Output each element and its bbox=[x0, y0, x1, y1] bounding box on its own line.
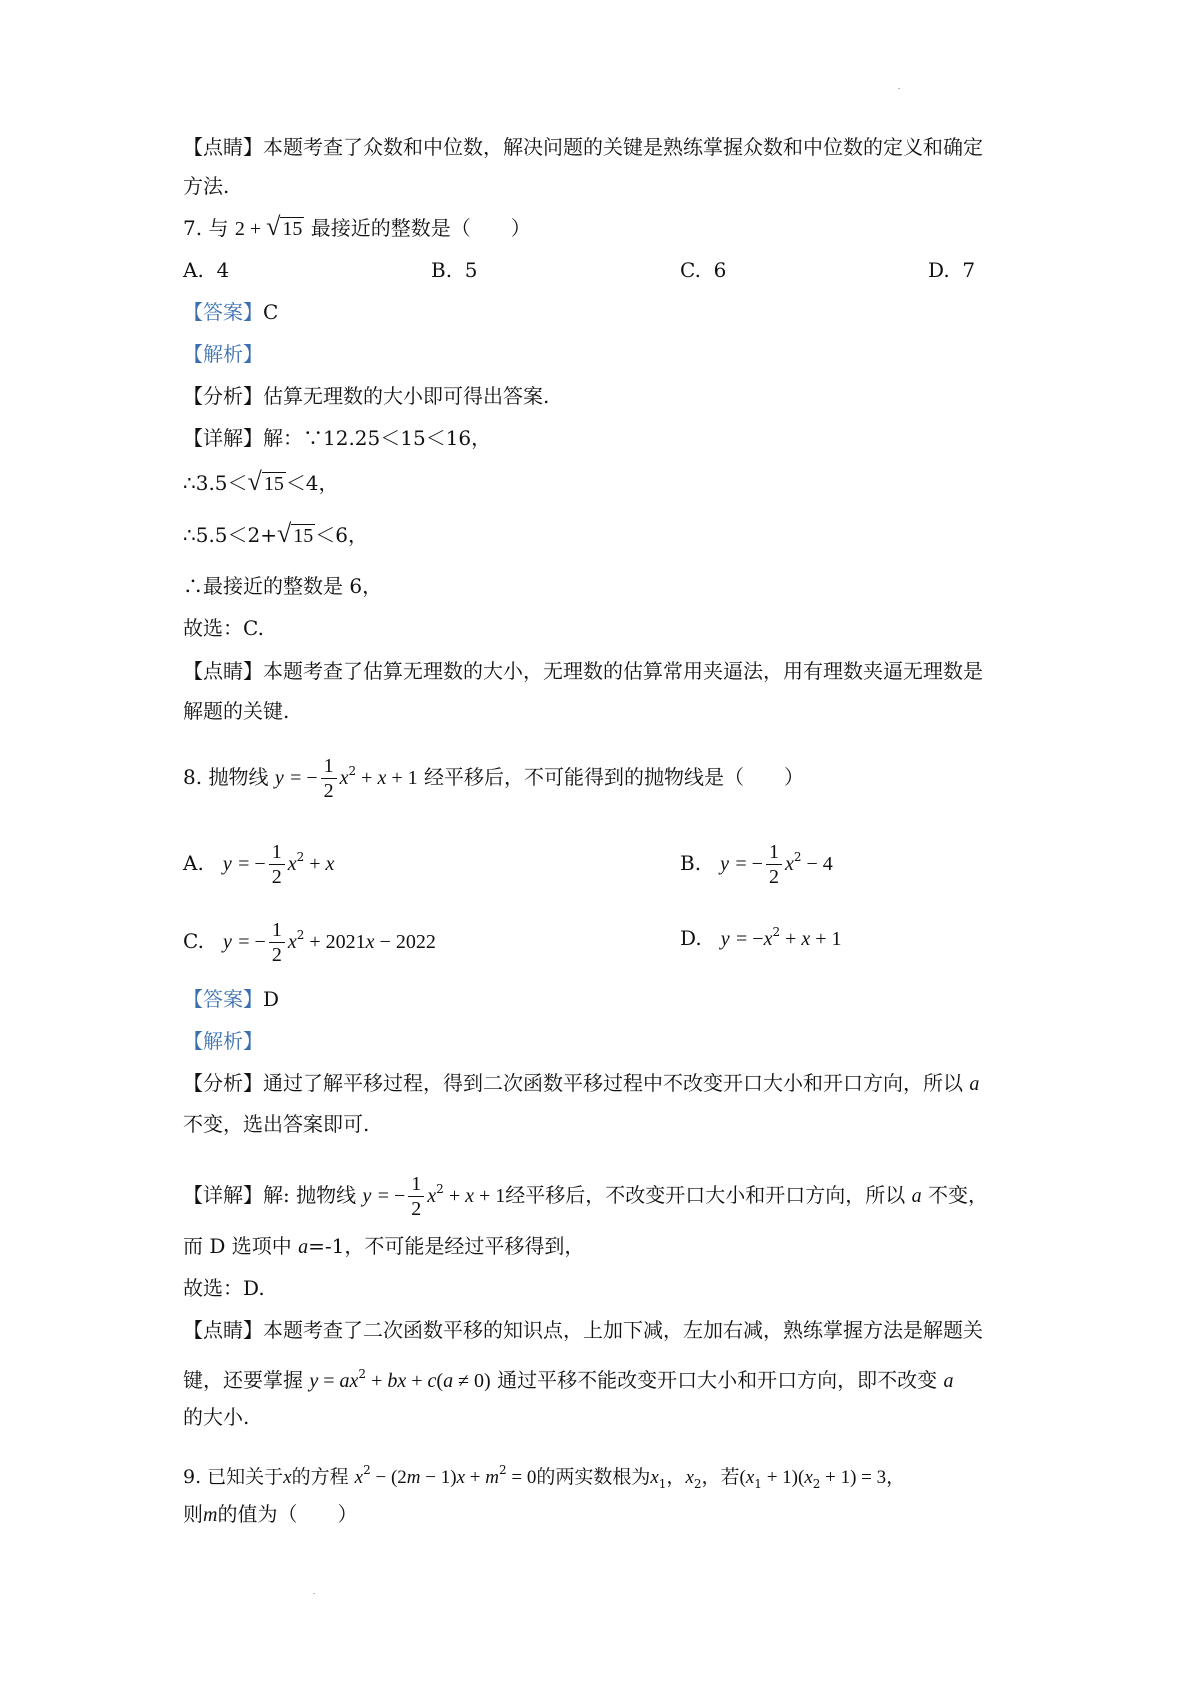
answer-line: 【答案】D bbox=[183, 987, 280, 1011]
note-line bbox=[183, 172, 229, 200]
fenxi-line: 不变，选出答案即可. bbox=[183, 1112, 370, 1136]
detail-line: 而 D 选项中 a=-1，不可能是经过平移得到， bbox=[183, 1234, 585, 1258]
note-line: 【点睛】本题考查了二次函数平移的知识点，上加下减，左加右减，熟练掌握方法是解题关 bbox=[183, 1318, 983, 1342]
detail-line: 【详解】解：∵12.25＜15＜16， bbox=[183, 426, 492, 450]
note-line: 的大小. bbox=[183, 1405, 250, 1429]
note-text: 方法. bbox=[183, 174, 230, 198]
fenxi-line: 【分析】通过了解平移过程，得到二次函数平移过程中不改变开口大小和开口方向，所以 a bbox=[183, 1071, 980, 1095]
option-a[interactable]: A. y = − $\frac{1}{2}$ $x^2 + x$ bbox=[183, 841, 335, 888]
note-line: 解题的关键. bbox=[183, 699, 290, 723]
detail-line: 【详解】解: 抛物线 y = − $\frac{1}{2}$ $x^2 + x + 1$经平移后，不改变开口大小和开口方向，所以 a 不变， bbox=[183, 1173, 988, 1220]
note-text: 本题考查了众数和中位数，解决问题的关键是熟练掌握众数和中位数的定义和确定 bbox=[263, 135, 983, 159]
option-a[interactable]: A. 4 bbox=[183, 258, 230, 282]
note-line: 键，还要掌握 $y = ax^2$ + bx + c(a ≠ 0) 通过平移不能改变开口大小和开口方向，即不改变 a bbox=[183, 1367, 954, 1392]
question-7-stem: 7. 与 2 + √ 15 最接近的整数是（ ） bbox=[183, 212, 531, 241]
option-b[interactable]: B. 5 bbox=[431, 258, 478, 282]
option-c[interactable]: C. 6 bbox=[680, 258, 727, 282]
note-line: 【点睛】本题考查了估算无理数的大小，无理数的估算常用夹逼法，用有理数夹逼无理数是 bbox=[183, 659, 983, 683]
fenxi-line: 【分析】估算无理数的大小即可得出答案. bbox=[183, 384, 550, 408]
option-d[interactable]: D. 7 bbox=[928, 258, 976, 282]
question-9-stem: 9. 已知关于x的方程 $x^2 - (2m - 1)x + m^2 = 0$的两实数根为$x_1$，$x_2$，若$(x_1 + 1)(x_2 + 1) = 3$， bbox=[183, 1463, 906, 1491]
detail-line: ∴最接近的整数是 6， bbox=[183, 574, 383, 598]
answer-line: 【答案】C bbox=[183, 300, 279, 324]
note-line bbox=[183, 133, 983, 161]
detail-line: 故选：D. bbox=[183, 1276, 265, 1300]
detail-line: ∴5.5＜2+√ 15 ＜6， bbox=[183, 519, 369, 548]
question-9-stem-2: 则m的值为（ ） bbox=[183, 1502, 358, 1526]
question-8-stem: 8. 抛物线 y = − $\frac{1}{2}$ $x^2 + x + 1$ 经平移后，不可能得到的抛物线是（ ） bbox=[183, 755, 804, 802]
option-d[interactable]: D. $y = -x^2 + x + 1$ bbox=[680, 925, 842, 950]
detail-line: 故选：C. bbox=[183, 616, 264, 640]
analysis-tag: 【解析】 bbox=[183, 1029, 263, 1053]
sqrt-15: √ 15 bbox=[266, 212, 303, 241]
analysis-tag: 【解析】 bbox=[183, 342, 263, 366]
option-c[interactable]: C. y = − $\frac{1}{2}$ $x^2 + 2021x - 2022$ bbox=[183, 919, 436, 966]
note-tag: 【点睛】 bbox=[183, 135, 263, 159]
detail-line: ∴3.5＜√ 15 ＜4， bbox=[183, 467, 339, 496]
option-b[interactable]: B. y = − $\frac{1}{2}$ $x^2 - 4$ bbox=[680, 841, 833, 888]
scan-mark bbox=[898, 88, 900, 89]
scan-mark bbox=[313, 1593, 315, 1594]
